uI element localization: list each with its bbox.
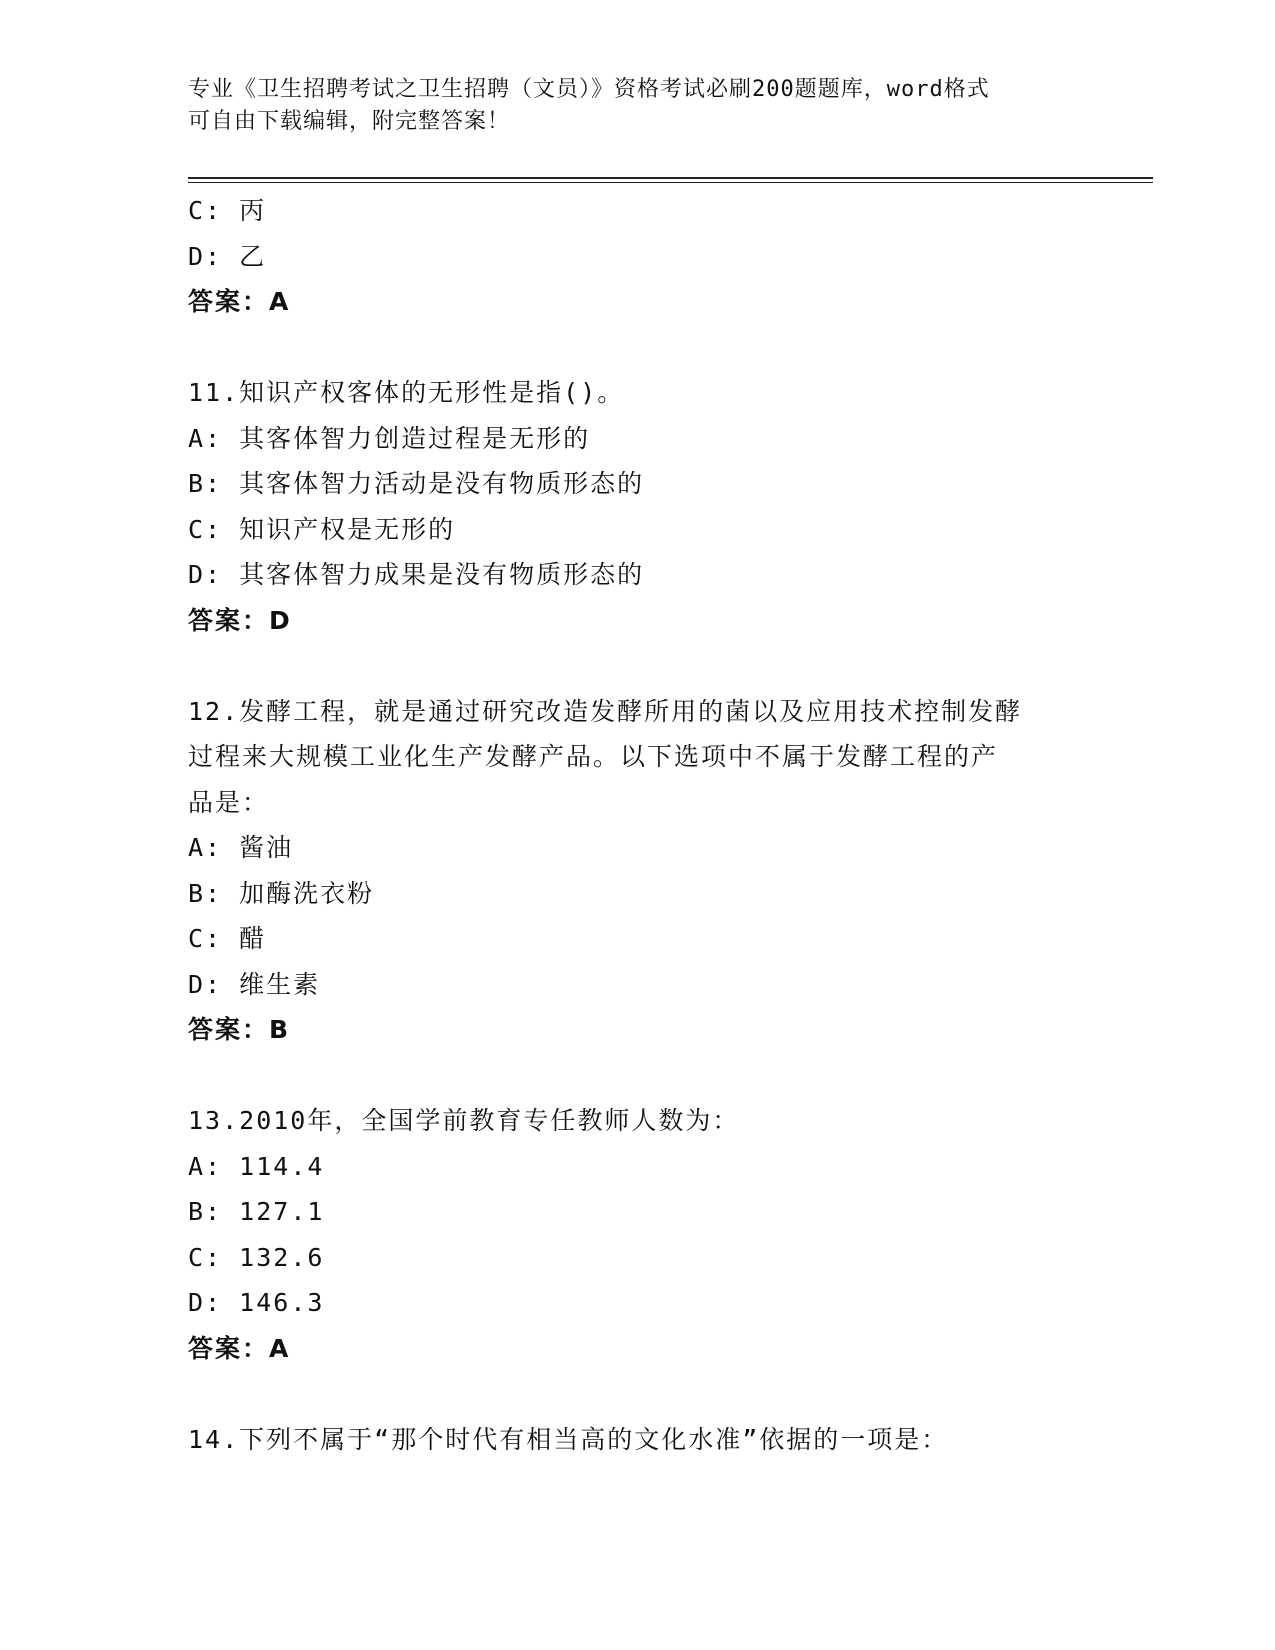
- option-label: B:: [188, 878, 223, 908]
- question-stem-line2: 过程来大规模工业化生产发酵产品。以下选项中不属于发酵工程的产: [188, 742, 999, 771]
- spacer: [188, 1053, 1088, 1099]
- option-b: [188, 1189, 1088, 1235]
- option-label: A:: [188, 423, 223, 453]
- option-text: 醋: [239, 924, 267, 953]
- spacer: [188, 1371, 1088, 1417]
- option-d: [188, 552, 1088, 598]
- option-text: 知识产权是无形的: [239, 514, 456, 544]
- option-c: [188, 188, 1088, 234]
- option-text: 其客体智力成果是没有物质形态的: [239, 560, 645, 589]
- question-block-11: [188, 370, 1088, 643]
- option-b: [188, 461, 1088, 507]
- answer-line: 答案：B: [188, 1015, 291, 1044]
- option-text: 132.6: [239, 1242, 325, 1272]
- option-text: 127.1: [239, 1197, 325, 1226]
- question-stem: 14.下列不属于“那个时代有相当高的文化水准”依据的一项是：: [188, 1424, 949, 1454]
- option-d: [188, 1280, 1088, 1326]
- question-block-13: [188, 1098, 1088, 1371]
- option-label: A:: [188, 1151, 223, 1181]
- option-a: [188, 416, 1088, 462]
- option-label: B:: [188, 1197, 223, 1226]
- question-block-prev: [188, 188, 1088, 325]
- option-text: 维生素: [239, 969, 321, 999]
- option-label: D:: [188, 1288, 223, 1317]
- header-title-line1: 专业《卫生招聘考试之卫生招聘（文员）》资格考试必刷200题题库，word格式: [188, 77, 990, 102]
- answer-line: 答案：A: [188, 1333, 291, 1363]
- option-label: C:: [188, 924, 223, 953]
- document-header: [188, 74, 1068, 138]
- option-text: 丙: [239, 196, 267, 225]
- question-block-12: [188, 689, 1088, 1053]
- option-text: 乙: [239, 241, 267, 271]
- option-label: C:: [188, 196, 223, 225]
- option-a: [188, 825, 1088, 871]
- question-stem: 13.2010年，全国学前教育专任教师人数为：: [188, 1106, 740, 1135]
- header-divider-thin: [188, 182, 1153, 183]
- spacer: [188, 643, 1088, 689]
- option-c: [188, 507, 1088, 553]
- option-text: 其客体智力活动是没有物质形态的: [239, 469, 645, 498]
- header-divider-thick: [188, 177, 1153, 179]
- option-label: C:: [188, 1242, 223, 1272]
- question-block-14: [188, 1417, 1088, 1463]
- option-c: [188, 1235, 1088, 1281]
- option-text: 其客体智力创造过程是无形的: [239, 423, 591, 453]
- answer-line: 答案：D: [188, 605, 292, 635]
- spacer: [188, 325, 1088, 371]
- option-d: [188, 234, 1088, 280]
- option-label: C:: [188, 514, 223, 544]
- answer-line: 答案：A: [188, 287, 291, 316]
- question-stem-line3: 品是：: [188, 787, 270, 817]
- option-label: D:: [188, 560, 223, 589]
- question-stem: 11.知识产权客体的无形性是指()。: [188, 378, 625, 407]
- option-text: 加酶洗衣粉: [239, 878, 375, 908]
- option-c: [188, 916, 1088, 962]
- question-list: [188, 188, 1088, 1462]
- option-label: D:: [188, 969, 223, 999]
- option-label: A:: [188, 833, 223, 862]
- option-b: [188, 871, 1088, 917]
- option-a: [188, 1144, 1088, 1190]
- option-text: 114.4: [239, 1151, 325, 1181]
- option-label: B:: [188, 469, 223, 498]
- option-text: 酱油: [239, 833, 294, 862]
- header-title-line2: 可自由下载编辑，附完整答案！: [188, 109, 511, 134]
- option-label: D:: [188, 241, 223, 271]
- option-d: [188, 962, 1088, 1008]
- option-text: 146.3: [239, 1288, 325, 1317]
- question-stem-line1: 12.发酵工程，就是通过研究改造发酵所用的菌以及应用技术控制发酵: [188, 696, 1023, 726]
